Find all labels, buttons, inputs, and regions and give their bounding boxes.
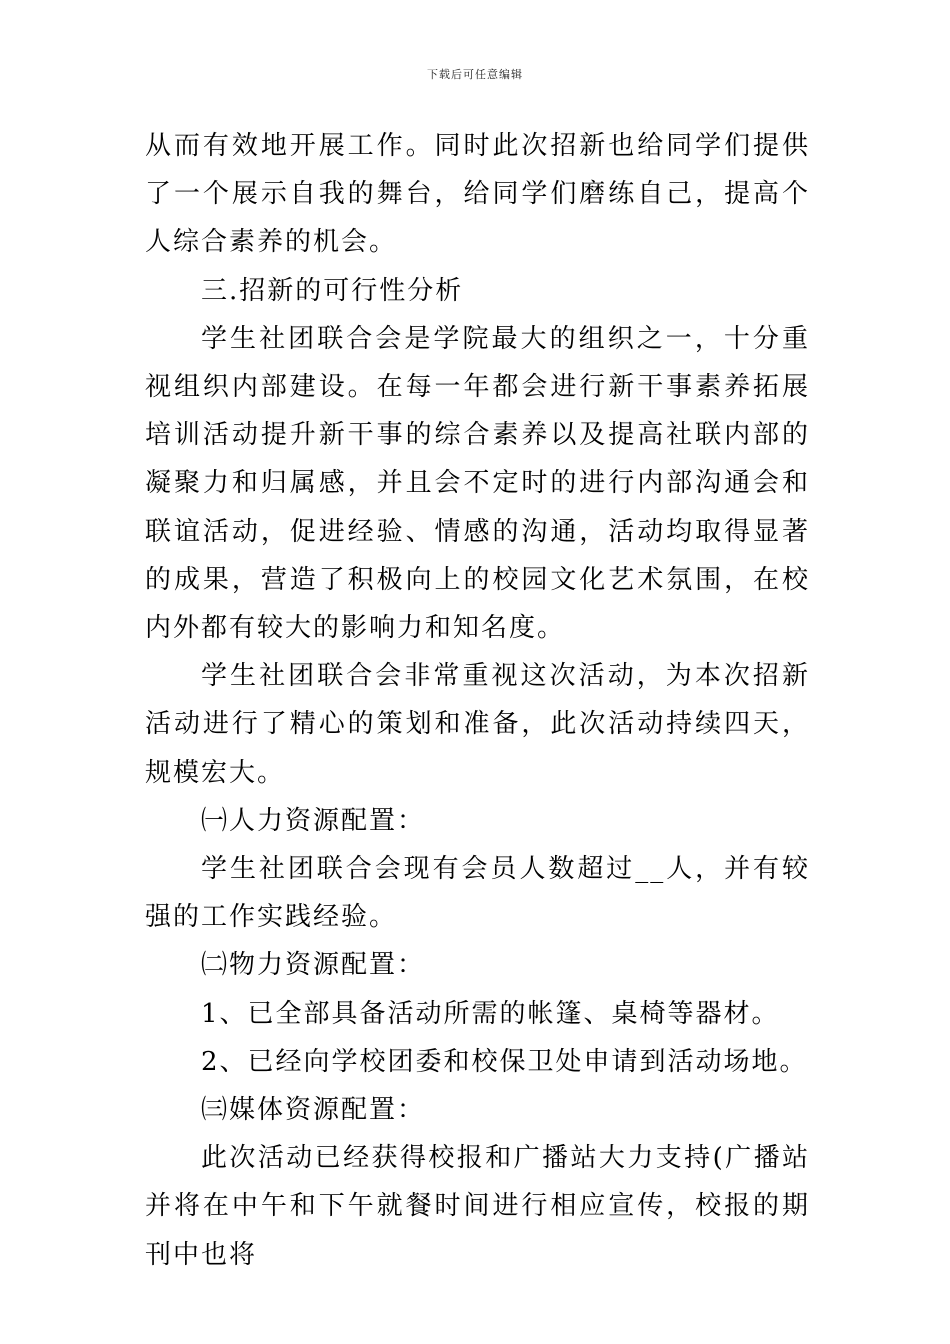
paragraph-continuation: 从而有效地开展工作。同时此次招新也给同学们提供了一个展示自我的舞台，给同学们磨练自己，提高个人综合素养的机会。: [145, 131, 810, 258]
subheading-material-resources: ㈡物力资源配置：: [201, 950, 426, 981]
paragraph-union-intro: 学生社团联合会是学院最大的组织之一，十分重视组织内部建设。在每一年都会进行新干事素养拓展培训活动提升新干事的综合素养以及提高社联内部的凝聚力和归属感，并且会不定时的进行内部沟通会和联谊活动，促进经验、情感的沟通，活动均取得显著的成果，营造了积极向上的校园文化艺术氛围，在校内外都有较大的影响力和知名度。: [145, 323, 810, 644]
paragraph-media-support: 此次活动已经获得校报和广播站大力支持(广播站并将在中午和下午就餐时间进行相应宣传，校报的期刊中也将: [145, 1143, 810, 1270]
section-heading-feasibility: 三.招新的可行性分析: [201, 275, 464, 306]
list-item-equipment: 1、已全部具备活动所需的帐篷、桌椅等器材。: [201, 998, 780, 1029]
document-body: [145, 122, 810, 1279]
paragraph-event-importance: 学生社团联合会非常重视这次活动，为本次招新活动进行了精心的策划和准备，此次活动持续四天，规模宏大。: [145, 661, 810, 788]
list-item-venue: 2、已经向学校团委和校保卫处申请到活动场地。: [201, 1046, 808, 1077]
subheading-media-resources: ㈢媒体资源配置：: [201, 1095, 426, 1126]
paragraph-human-resources: 学生社团联合会现有会员人数超过__人，并有较强的工作实践经验。: [145, 854, 810, 933]
page-header: 下载后可任意编辑: [427, 68, 523, 81]
subheading-human-resources: ㈠人力资源配置：: [201, 805, 426, 836]
